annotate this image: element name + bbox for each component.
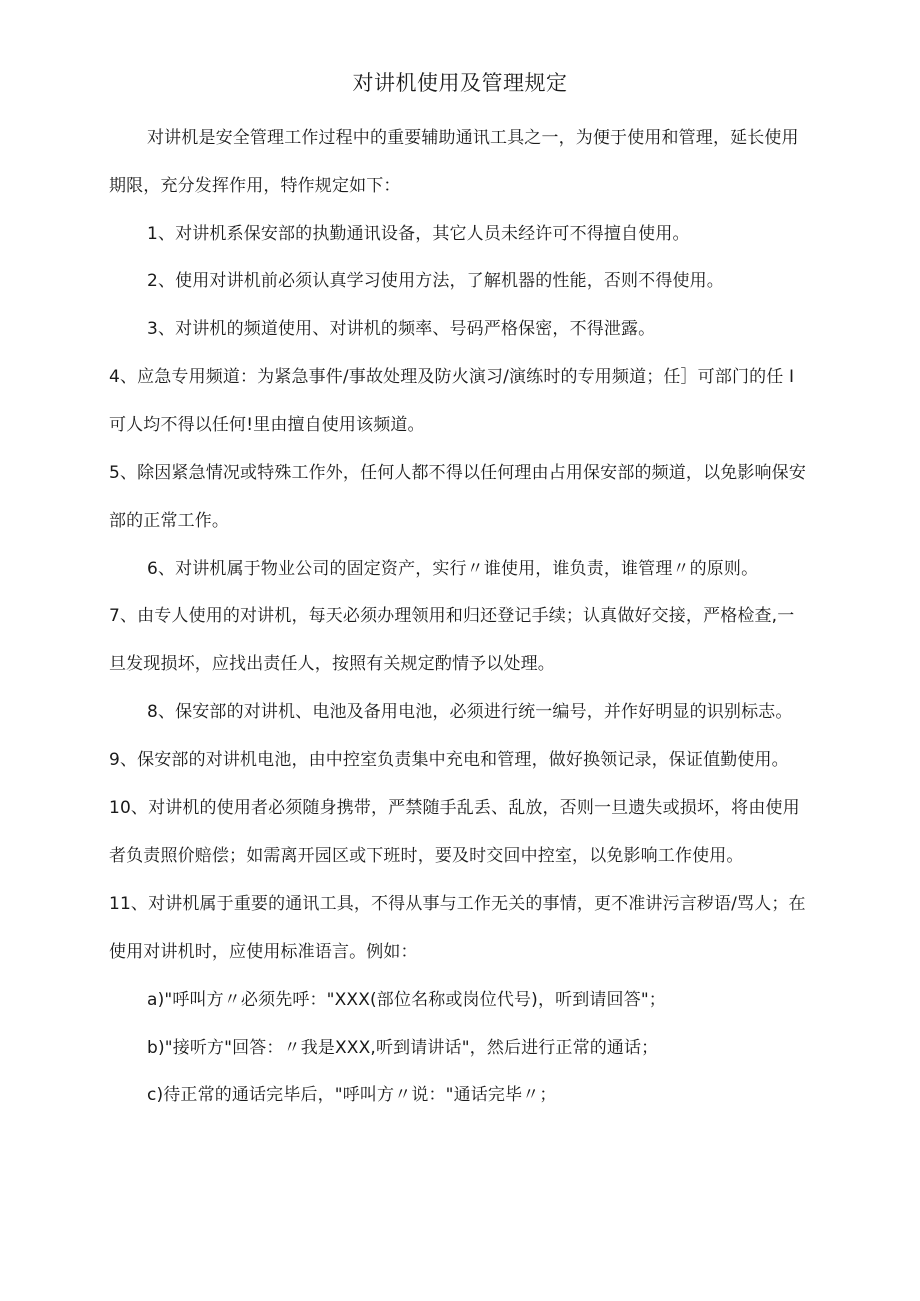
rule-11-line-2: 使用对讲机时，应使用标准语言。例如： (109, 942, 418, 962)
rule-11-line-1: 11、对讲机属于重要的通讯工具，不得从事与工作无关的事情，更不准讲污言秽语/骂人；在 (109, 894, 806, 914)
rule-10-line-1: 10、对讲机的使用者必须随身携带，严禁随手乱丢、乱放，否则一旦遗失或损坏，将由使用 (109, 798, 800, 818)
example-c: c)待正常的通话完毕后，"呼叫方〃说："通话完毕〃； (147, 1085, 557, 1105)
rule-7-line-1: 7、由专人使用的对讲机，每天必须办理领用和归还登记手续；认真做好交接，严格检查,一 (109, 606, 795, 626)
example-a: a)"呼叫方〃必须先呼："XXX(部位名称或岗位代号)，听到请回答"； (147, 990, 666, 1010)
intro-line-2: 期限，充分发挥作用，特作规定如下： (109, 176, 401, 196)
rule-9: 9、保安部的对讲机电池，由中控室负责集中充电和管理，做好换领记录，保证值勤使用。 (109, 750, 789, 770)
rule-1: 1、对讲机系保安部的执勤通讯设备，其它人员未经许可不得擅自使用。 (147, 224, 690, 244)
rule-7-line-2: 旦发现损坏，应找出责任人，按照有关规定酌情予以处理。 (109, 654, 555, 674)
rule-8: 8、保安部的对讲机、电池及备用电池，必须进行统一编号，并作好明显的识别标志。 (147, 702, 793, 722)
rule-6: 6、对讲机属于物业公司的固定资产，实行〃谁使用，谁负责，谁管理〃的原则。 (147, 559, 759, 579)
document-title: 对讲机使用及管理规定 (352, 71, 568, 95)
rule-5-line-1: 5、除因紧急情况或特殊工作外，任何人都不得以任何理由占用保安部的频道，以免影响保安 (109, 463, 806, 483)
rule-3: 3、对讲机的频道使用、对讲机的频率、号码严格保密，不得泄露。 (147, 319, 656, 339)
rule-10-line-2: 者负责照价赔偿；如需离开园区或下班时，要及时交回中控室，以免影响工作使用。 (109, 846, 744, 866)
rule-4-line-2: 可人均不得以任何!里由擅自使用该频道。 (109, 415, 425, 435)
rule-5-line-2: 部的正常工作。 (109, 511, 230, 531)
rule-2: 2、使用对讲机前必须认真学习使用方法，了解机器的性能，否则不得使用。 (147, 271, 724, 291)
example-b: b)"接听方"回答：〃我是XXX,听到请讲话"，然后进行正常的通话； (147, 1038, 659, 1058)
intro-line-1: 对讲机是安全管理工作过程中的重要辅助通讯工具之一，为便于使用和管理，延长使用 (147, 128, 799, 148)
rule-4-line-1: 4、应急专用频道：为紧急事件/事故处理及防火演习/演练时的专用频道；任］可部门的任 I (109, 367, 795, 387)
